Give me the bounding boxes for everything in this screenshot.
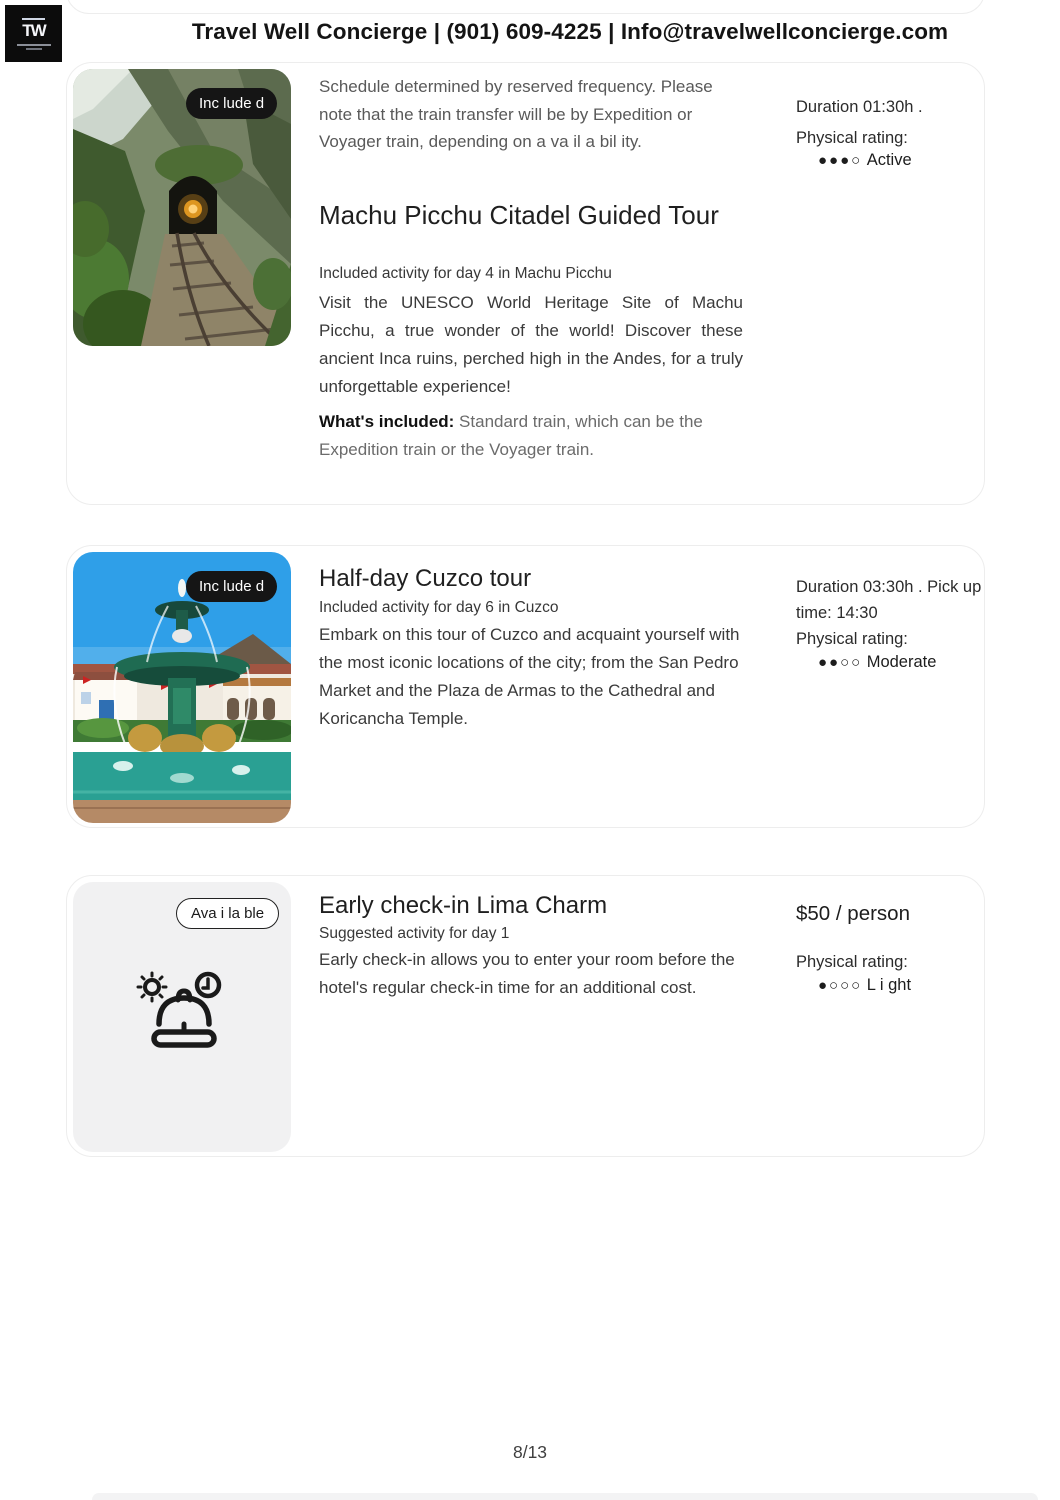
activity-description: Early check-in allows you to enter your room before the hotel's regular check-in time for an additional cost. <box>319 950 735 997</box>
early-checkin-bell-icon <box>131 960 231 1060</box>
physical-rating-label: Physical rating: <box>796 953 908 971</box>
activity-card-early-checkin <box>66 875 985 1157</box>
physical-rating-value <box>796 976 982 995</box>
whats-included-label: What's included: <box>319 412 455 431</box>
physical-rating-label: Physical rating: <box>796 630 908 648</box>
page-number: 8/13 <box>512 1442 548 1462</box>
included-badge: Inc lude d <box>186 88 277 119</box>
physical-rating-value <box>796 653 982 672</box>
activity-title: Early check-in Lima Charm <box>319 892 608 919</box>
rating-dots-icon: ●●○○ <box>818 654 863 671</box>
activity-description: Embark on this tour of Cuzco and acquaint yourself with the most iconic locations of the city; from the San Pedro Market and the Plaza de Armas to the Cathedral and Koricancha Temple. <box>319 625 740 728</box>
travel-well-logo <box>5 5 62 62</box>
activity-description: Visit the UNESCO World Heritage Site of Machu Picchu, a true wonder of the world! Discover these ancient Inca ruins, perched high in the Andes, for a truly unforgettable experience! <box>319 293 743 396</box>
rating-level: Active <box>866 151 912 169</box>
physical-rating-label: Physical rating: <box>796 129 908 147</box>
duration-text: Duration 01:30h . <box>796 98 923 116</box>
activity-subtitle: Included activity for day 4 in Machu Picchu <box>319 265 612 282</box>
activity-card-machu-picchu <box>66 62 985 505</box>
schedule-note: Schedule determined by reserved frequency. Please note that the train transfer will be by Expedition or Voyager train, depending on a va il a bil ity. <box>319 77 713 151</box>
available-badge: Ava i la ble <box>176 898 279 929</box>
included-badge: Inc lude d <box>186 571 277 602</box>
duration-text: Duration 03:30h . Pick up time: 14:30 <box>796 578 982 622</box>
header-contact-line: Travel Well Concierge | (901) 609-4225 | Info@travelwellconcierge.com <box>191 19 949 44</box>
rating-level: Moderate <box>866 653 937 671</box>
activity-title: Half-day Cuzco tour <box>319 565 532 592</box>
rating-dots-icon: ●●●○ <box>818 152 863 169</box>
activity-subtitle: Suggested activity for day 1 <box>319 925 510 942</box>
next-card-edge <box>92 1493 1038 1500</box>
activity-card-cuzco-tour <box>66 545 985 828</box>
logo-decor-line <box>26 48 42 50</box>
activity-subtitle: Included activity for day 6 in Cuzco <box>319 599 559 616</box>
activity-title: Machu Picchu Citadel Guided Tour <box>319 200 719 230</box>
rating-dots-icon: ●○○○ <box>818 977 863 994</box>
logo-monogram: TW <box>22 18 44 41</box>
rating-level: L i ght <box>866 976 912 994</box>
whats-included-text: Standard train, which can be the Expedition train or the Voyager train. <box>319 412 703 459</box>
previous-card-edge <box>66 0 985 14</box>
whats-included-line <box>319 408 743 464</box>
physical-rating-value <box>796 151 982 170</box>
logo-decor-line <box>17 44 51 46</box>
price-text: $50 / person <box>796 902 910 925</box>
